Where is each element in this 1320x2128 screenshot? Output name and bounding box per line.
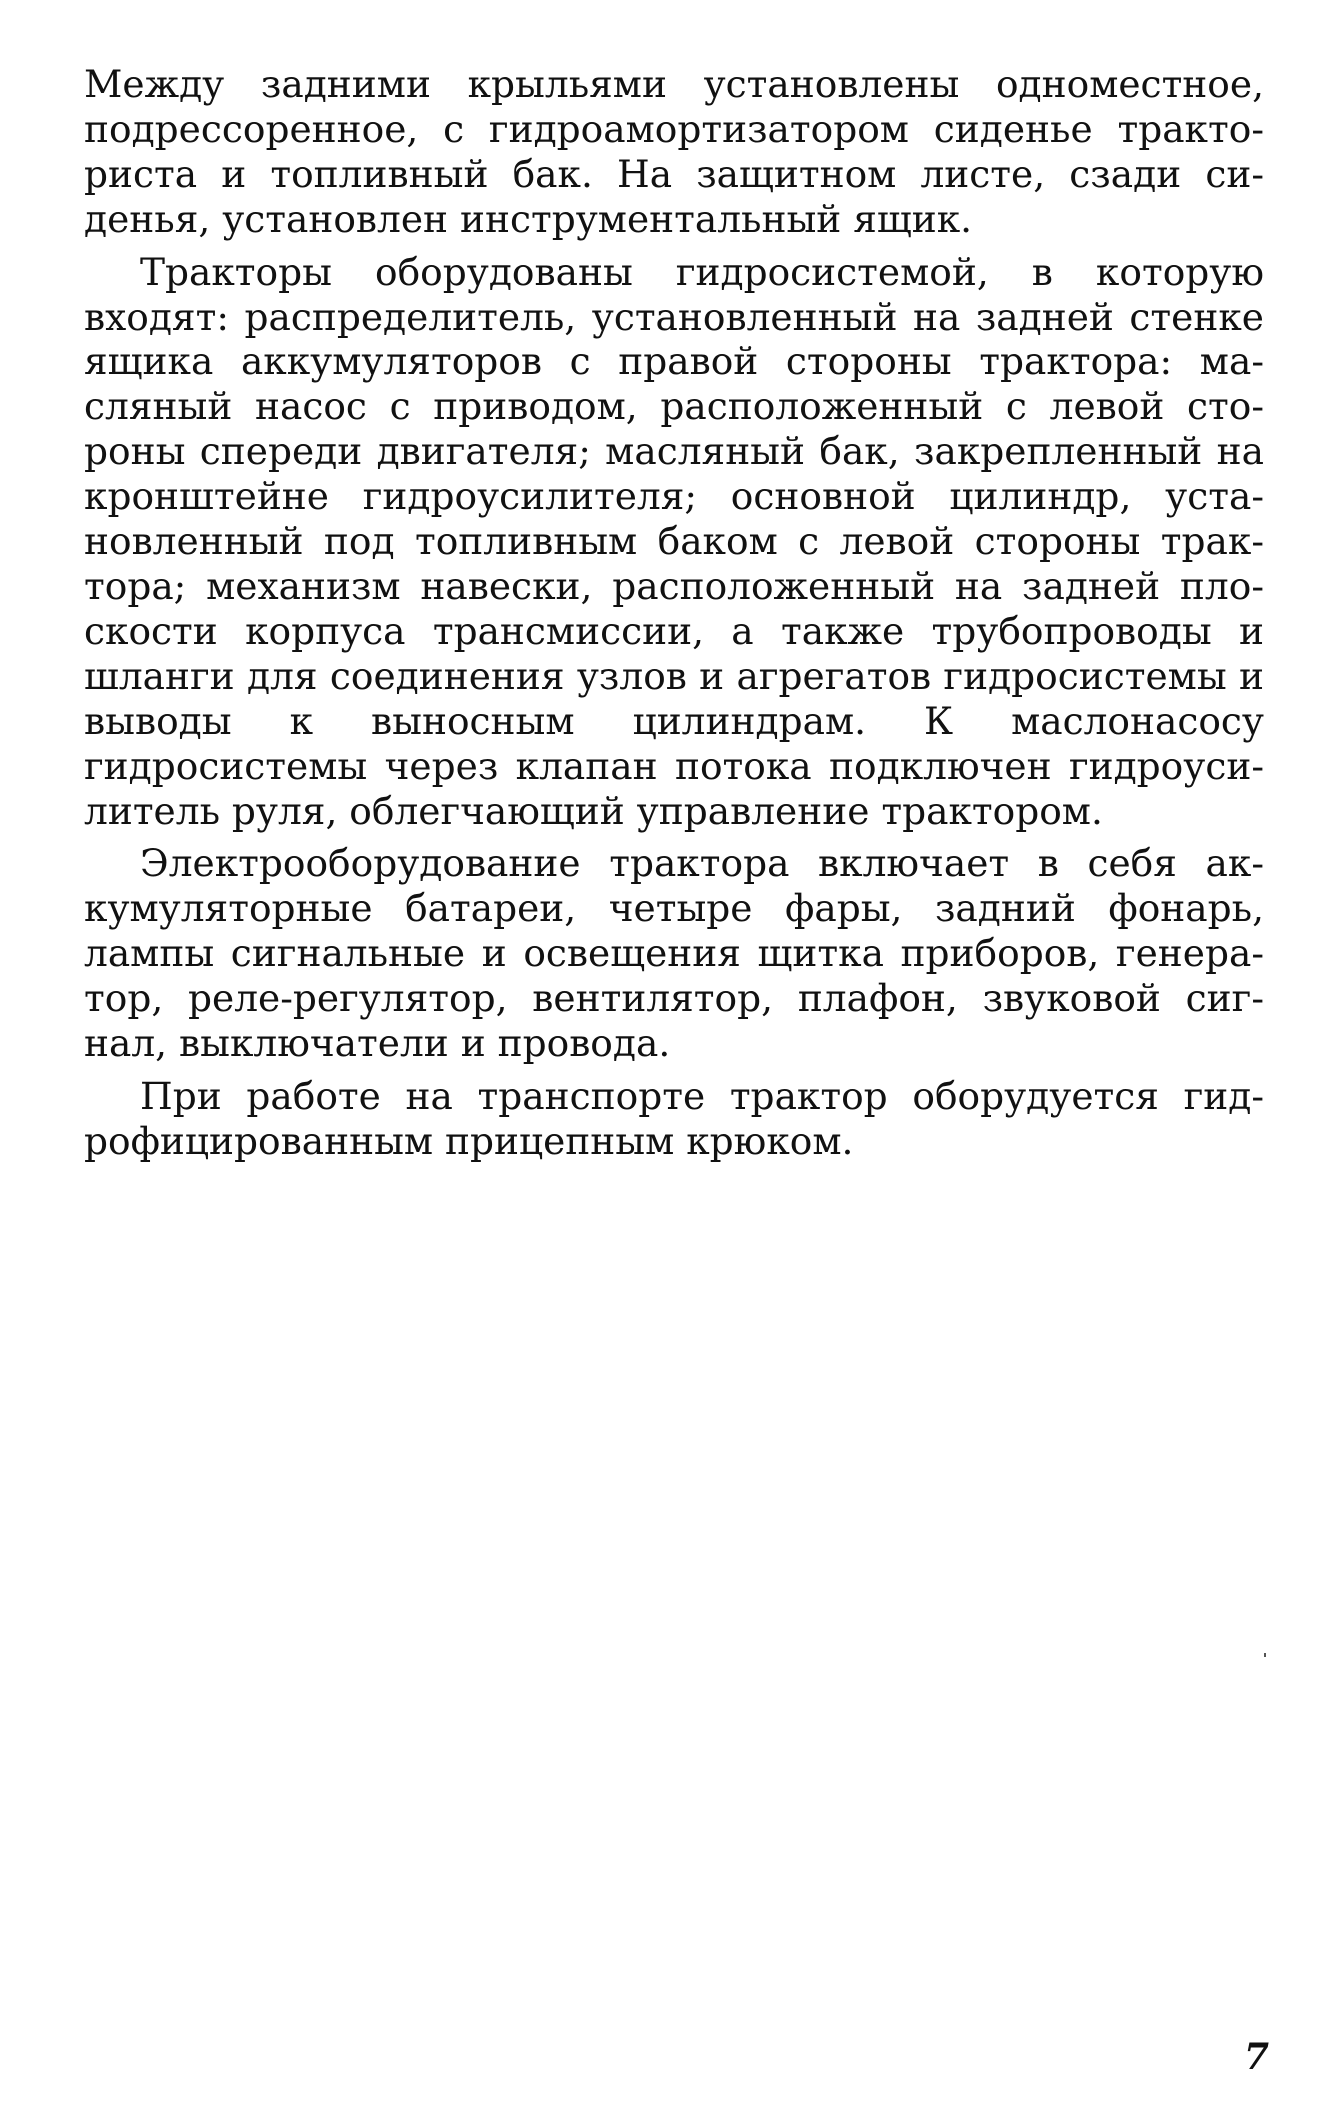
paragraph-electrical-equipment: Электрооборудование трактора включает в себя аккумуляторные батареи, четыре фары, задний фонарь, лампы сигнальные и освещения щитка приборов, генератор, реле-регулятор, вентилятор, плафон, звуковой сигнал, выключатели и провода. [84, 841, 1264, 1066]
page-number: 7 [1244, 2036, 1270, 2078]
paragraph-transport-hook: При работе на транспорте трактор оборудуется гидрофицированным прицепным крюком. [84, 1073, 1264, 1163]
print-speck [1264, 1653, 1266, 1657]
paragraph-seat-and-tank: Между задними крыльями установлены одноместное, подрессоренное, с гидроамортизатором сиденье тракториста и топливный бак. На защитном листе, сзади сиденья, установлен инструментальный ящик. [84, 62, 1264, 241]
paragraph-hydraulic-system: Тракторы оборудованы гидросистемой, в которую входят: распределитель, установленный на задней стенке ящика аккумуляторов с правой стороны трактора: масляный насос с приводом, расположенный с левой стороны спереди двигателя; масляный бак, закрепленный на кронштейне гидроусилителя; основной цилиндр, установленный под топливным баком с левой стороны трактора; механизм навески, расположенный на задней плоскости корпуса трансмиссии, а также трубопроводы и шланги для соединения узлов и агрегатов гидросистемы и выводы к выносным цилиндрам. К маслонасосу гидросистемы через клапан потока подключен гидроусилитель руля, облегчающий управление трактором. [84, 249, 1264, 833]
document-body [84, 62, 1264, 1172]
